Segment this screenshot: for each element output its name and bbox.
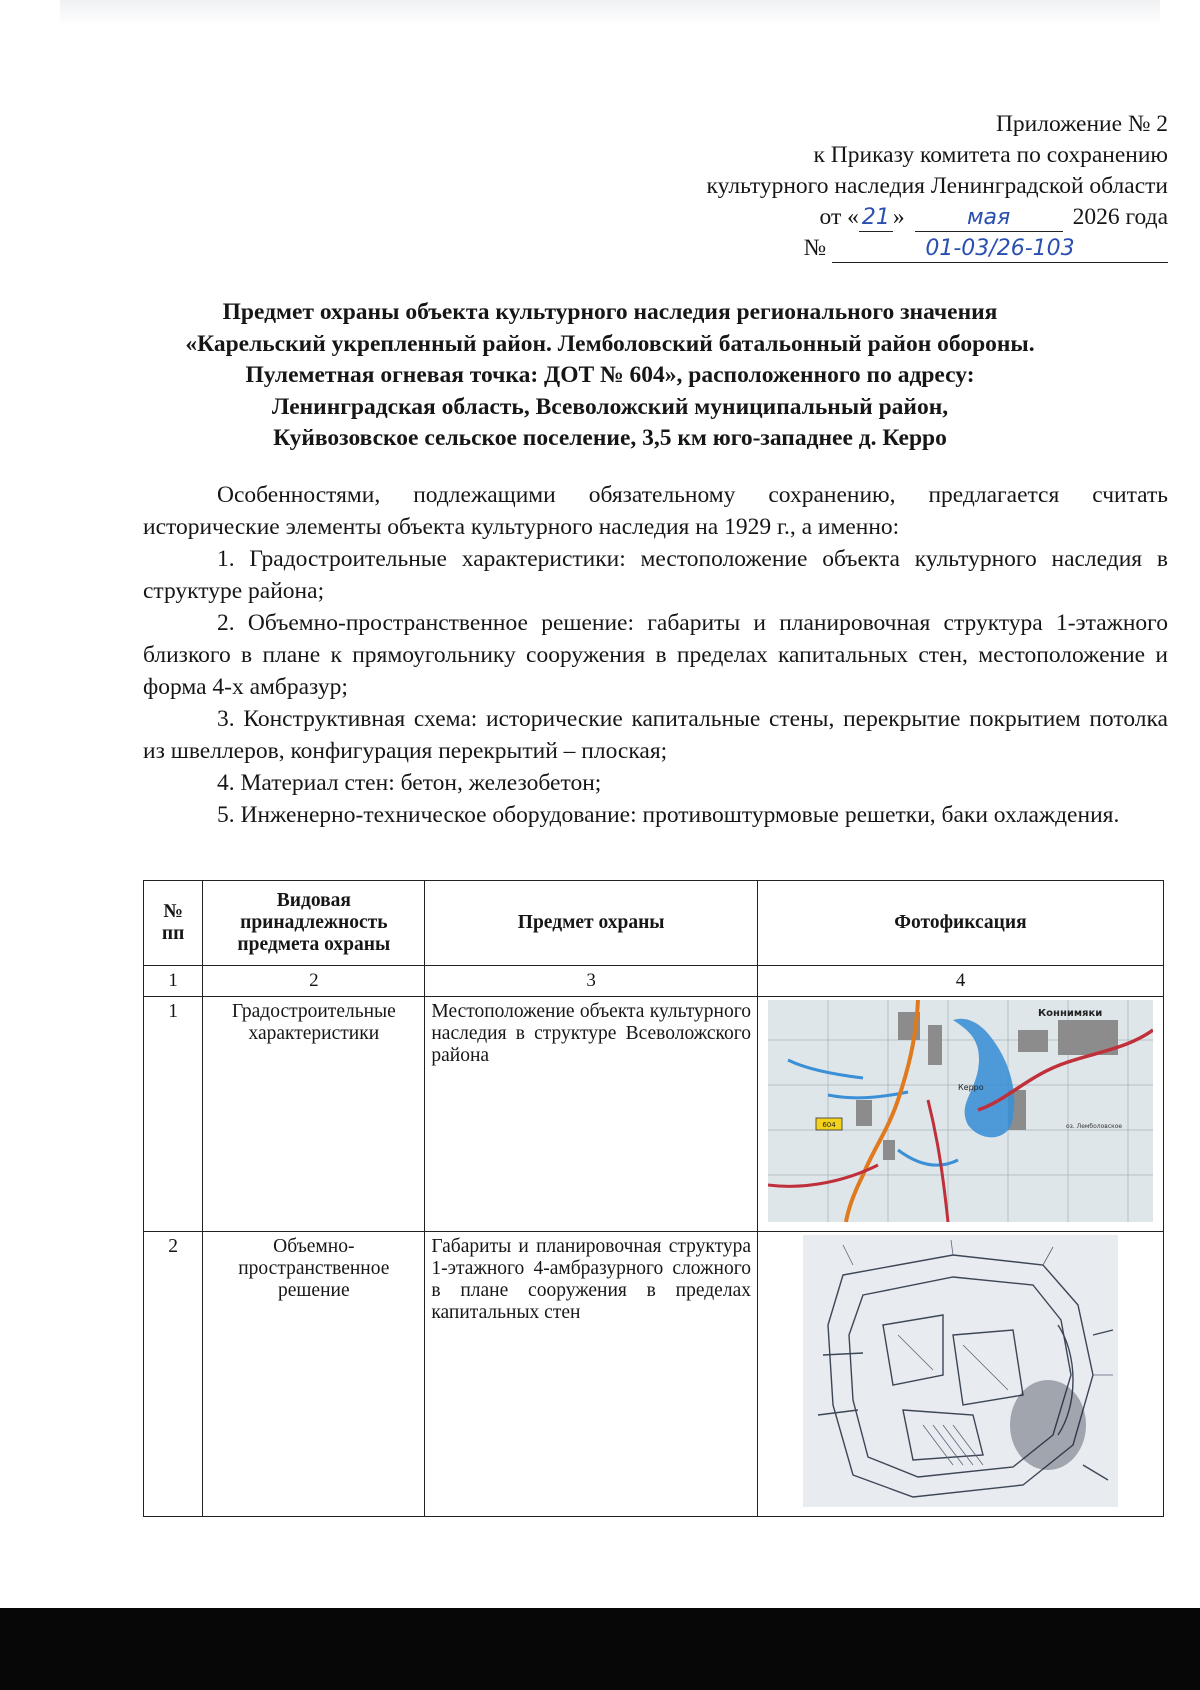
appendix-header	[707, 109, 1168, 264]
body-text	[143, 479, 1168, 831]
item-5: 5. Инженерно-техническое оборудование: противоштурмовые решетки, баки охлаждения.	[217, 802, 1120, 828]
map-label-lake: оз. Лемболовское	[1065, 1123, 1123, 1130]
row-no: 2	[144, 1232, 203, 1517]
protection-table	[143, 880, 1164, 1517]
title-line-1: Предмет охраны объекта культурного наследия регионального значения	[222, 299, 998, 325]
item-4: 4. Материал стен: бетон, железобетон;	[217, 770, 602, 796]
floor-plan-sketch-image	[803, 1235, 1118, 1507]
item-3: 3. Конструктивная схема: исторические капитальные стены, перекрытие покрытием потолка из швеллеров, конфигурация перекрытий – плоская;	[143, 706, 1168, 764]
col-num-2: 2	[203, 966, 425, 997]
title-line-5: Куйвозовское сельское поселение, 3,5 км юго-западнее д. Керро	[273, 425, 947, 451]
date-mid: »	[892, 204, 905, 230]
date-year: 2026 года	[1072, 204, 1168, 230]
title-line-4: Ленинградская область, Всеволожский муниципальный район,	[271, 393, 949, 420]
date-month-field	[915, 204, 1063, 232]
item-2: 2. Объемно-пространственное решение: габариты и планировочная структура 1-этажного близкого в плане к прямоугольнику сооружения в пределах капитальных стен, местоположение и форма 4-х амбразур;	[143, 610, 1168, 700]
col-num-4: 4	[757, 966, 1163, 997]
location-map-image	[768, 1000, 1153, 1222]
header-subject: Предмет охраны	[425, 881, 758, 966]
date-day: 21	[861, 205, 890, 230]
item-1: 1. Градостроительные характеристики: местоположение объекта культурного наследия в структуре района;	[143, 546, 1168, 604]
column-number-row	[144, 966, 1164, 997]
col-num-1: 1	[144, 966, 203, 997]
photo-cell	[757, 997, 1163, 1232]
header-line-1: Приложение № 2	[995, 111, 1168, 137]
order-number: 01-03/26-103	[925, 236, 1075, 261]
header-photo: Фотофиксация	[757, 881, 1163, 966]
row-type: Объемно-пространственное решение	[203, 1232, 425, 1517]
photo-cell	[757, 1232, 1163, 1517]
table-row	[144, 1232, 1164, 1517]
header-type: Видовая принадлежность предмета охраны	[203, 881, 425, 966]
date-day-field	[859, 204, 893, 232]
header-date-row	[707, 202, 1168, 233]
date-prefix: от «	[819, 204, 859, 230]
scan-smudge	[60, 0, 1160, 26]
number-field	[832, 235, 1168, 263]
document-title	[140, 297, 1080, 455]
header-line-3: культурного наследия Ленинградской области	[706, 173, 1168, 199]
row-no: 1	[144, 997, 203, 1232]
number-prefix: №	[803, 235, 826, 261]
map-label-town: Коннимяки	[1037, 1008, 1103, 1019]
row-subject: Местоположение объекта культурного наследия в структуре Всеволожского района	[425, 997, 758, 1232]
table-header-row	[144, 881, 1164, 966]
map-tag-604: 604	[822, 1121, 836, 1129]
header-number-row	[707, 233, 1168, 264]
intro-paragraph: Особенностями, подлежащими обязательному сохранению, предлагается считать исторические элементы объекта культурного наследия на 1929 г., а именно:	[143, 482, 1168, 540]
scan-bottom-edge	[0, 1608, 1200, 1690]
col-num-3: 3	[425, 966, 758, 997]
title-line-3: Пулеметная огневая точка: ДОТ № 604», расположенного по адресу:	[245, 362, 975, 388]
map-label-village: Керро	[957, 1083, 984, 1092]
row-type: Градостроительные характеристики	[203, 997, 425, 1232]
row-subject: Габариты и планировочная структура 1-этажного 4-амбразурного сложного в плане сооружения в пределах капитальных стен	[425, 1232, 758, 1517]
table-row	[144, 997, 1164, 1232]
header-no: № пп	[144, 881, 203, 966]
header-line-2: к Приказу комитета по сохранению	[813, 142, 1168, 168]
date-month: мая	[966, 205, 1011, 230]
title-line-2: «Карельский укрепленный район. Лемболовский батальонный район обороны.	[185, 330, 1035, 357]
